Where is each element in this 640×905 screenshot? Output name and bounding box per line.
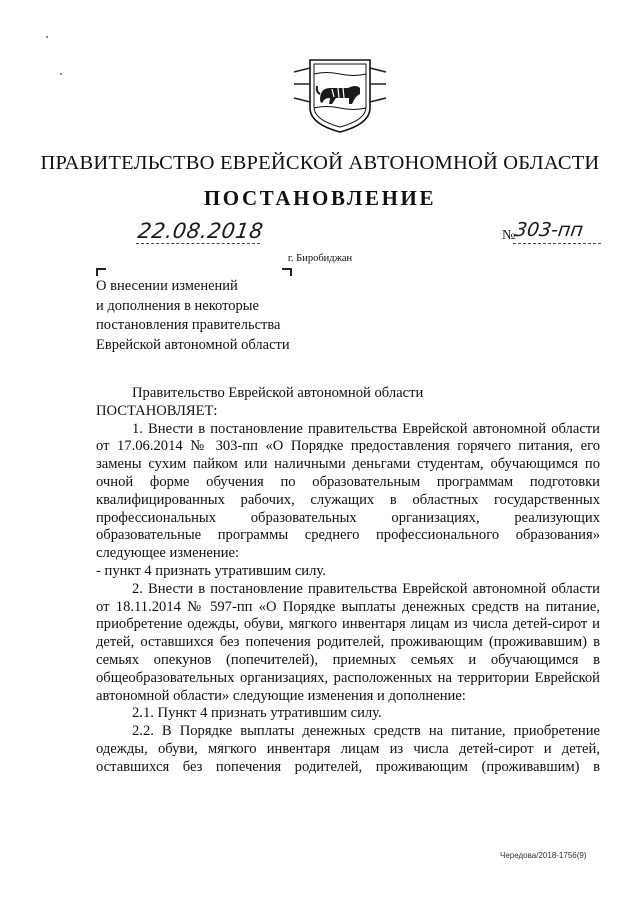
resolves-line: ПОСТАНОВЛЯЕТ:: [96, 402, 218, 419]
number-underline: [513, 243, 601, 244]
scan-speck: [46, 36, 48, 38]
city-label: г. Биробиджан: [287, 253, 353, 264]
subject-corner-right: [282, 268, 292, 276]
number-sign: №: [502, 228, 516, 243]
intro-line: Правительство Еврейской автономной области: [132, 385, 424, 401]
date-underline: [136, 243, 260, 244]
handwritten-date: 22.08.2018: [136, 219, 265, 243]
subject-line: постановления правительства: [96, 317, 281, 333]
subject-block: [96, 277, 290, 355]
subject-corner-left: [96, 268, 106, 276]
subject-line: О внесении изменений: [96, 278, 238, 294]
paragraph-2: 2. Внести в постановление правительства Еврейской автономной области от 18.11.2014 № 597-пп «О Порядке выплаты денежных средств на питание, приобретение одежды, обуви, мягкого инвентаря лицам из числа детей-сирот и детей, оставшихся без попечения родителей, проживающим (проживавшим) в семьях опекунов (попечителей), приемных семьях и обучающимся в общеобразовательных организациях, расположенных на территории Еврейской автономной области» следующие изменения и дополнение:: [96, 580, 600, 704]
coat-of-arms-tiger-icon: [292, 58, 388, 134]
paragraph-2-2: 2.2. В Порядке выплаты денежных средств на питание, приобретение одежды, обуви, мягкого инвентаря лицам из числа детей-сирот и детей, оставшихся без попечения родителей, проживающим (проживавшим) в: [96, 723, 600, 775]
document-type-title: ПОСТАНОВЛЕНИЕ: [203, 186, 437, 210]
document-body: [96, 385, 600, 777]
paragraph-1: 1. Внести в постановление правительства Еврейской автономной области от 17.06.2014 № 303-пп «О Порядке предоставления горячего питания, его замены сухим пайком или наличными деньгами студентам, обучающимся по очной форме обучения по образовательным программам подготовки квалифицированных рабочих, служащих в областных государственных профессиональных образовательных организациях, реализующих образовательные программы среднего профессионального образования» следующее изменение:: [96, 420, 600, 562]
subject-line: Еврейской автономной области: [96, 336, 290, 353]
handwritten-number: 303-пп: [513, 219, 585, 241]
footer-reference: Чередова/2018-1756(9): [500, 851, 587, 860]
paragraph-1-item: - пункт 4 признать утратившим силу.: [96, 562, 326, 579]
government-title: ПРАВИТЕЛЬСТВО ЕВРЕЙСКОЙ АВТОНОМНОЙ ОБЛАСТИ: [40, 152, 600, 174]
subject-line: и дополнения в некоторые: [96, 297, 259, 314]
scan-speck: [60, 73, 62, 75]
paragraph-2-1: 2.1. Пункт 4 признать утратившим силу.: [132, 705, 382, 722]
